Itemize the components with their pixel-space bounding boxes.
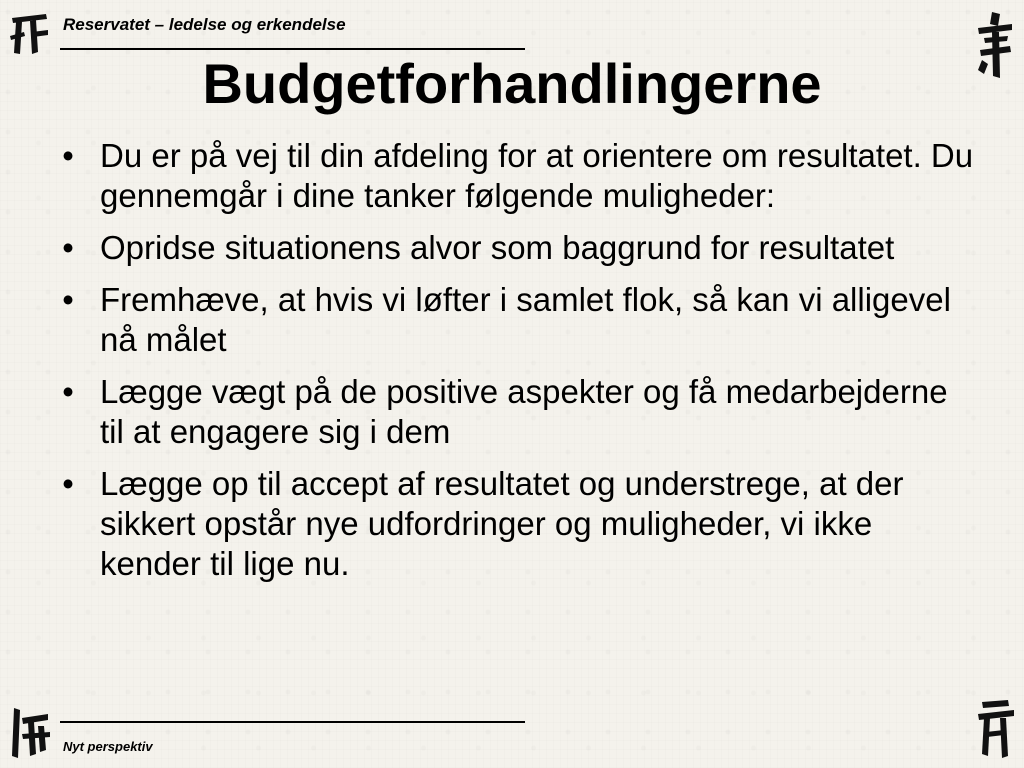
bullet-item [58,136,978,216]
bullet-item [58,280,978,360]
bullet-item [58,464,978,584]
bullet-text: Opridse situationens alvor som baggrund for resultatet [100,229,895,266]
footer-text: Nyt perspektiv [63,739,153,754]
calligraphy-glyph-icon [974,696,1016,760]
slide-title: Budgetforhandlingerne [202,52,822,115]
bullet-item [58,228,978,268]
bullet-text: Lægge op til accept af resultatet og understrege, at der sikkert opstår nye udfordringer og muligheder, vi ikke kender til lige nu. [100,465,904,582]
header-divider [60,48,525,50]
bullet-list [58,136,978,596]
bullet-marker: • [62,137,74,174]
bullet-text: Du er på vej til din afdeling for at orientere om resultatet. Du gennemgår i dine tanker følgende muligheder: [100,137,974,214]
calligraphy-glyph-icon [8,8,50,56]
bullet-text: Lægge vægt på de positive aspekter og få medarbejderne til at engagere sig i dem [100,373,948,450]
calligraphy-glyph-icon [8,704,52,762]
footer-divider [60,721,525,723]
bullet-marker: • [62,465,74,502]
bullet-text: Fremhæve, at hvis vi løfter i samlet flok, så kan vi alligevel nå målet [100,281,951,358]
header-text: Reservatet – ledelse og erkendelse [63,15,346,34]
bullet-marker: • [62,229,74,266]
bullet-marker: • [62,281,74,318]
bullet-marker: • [62,373,74,410]
bullet-item [58,372,978,452]
